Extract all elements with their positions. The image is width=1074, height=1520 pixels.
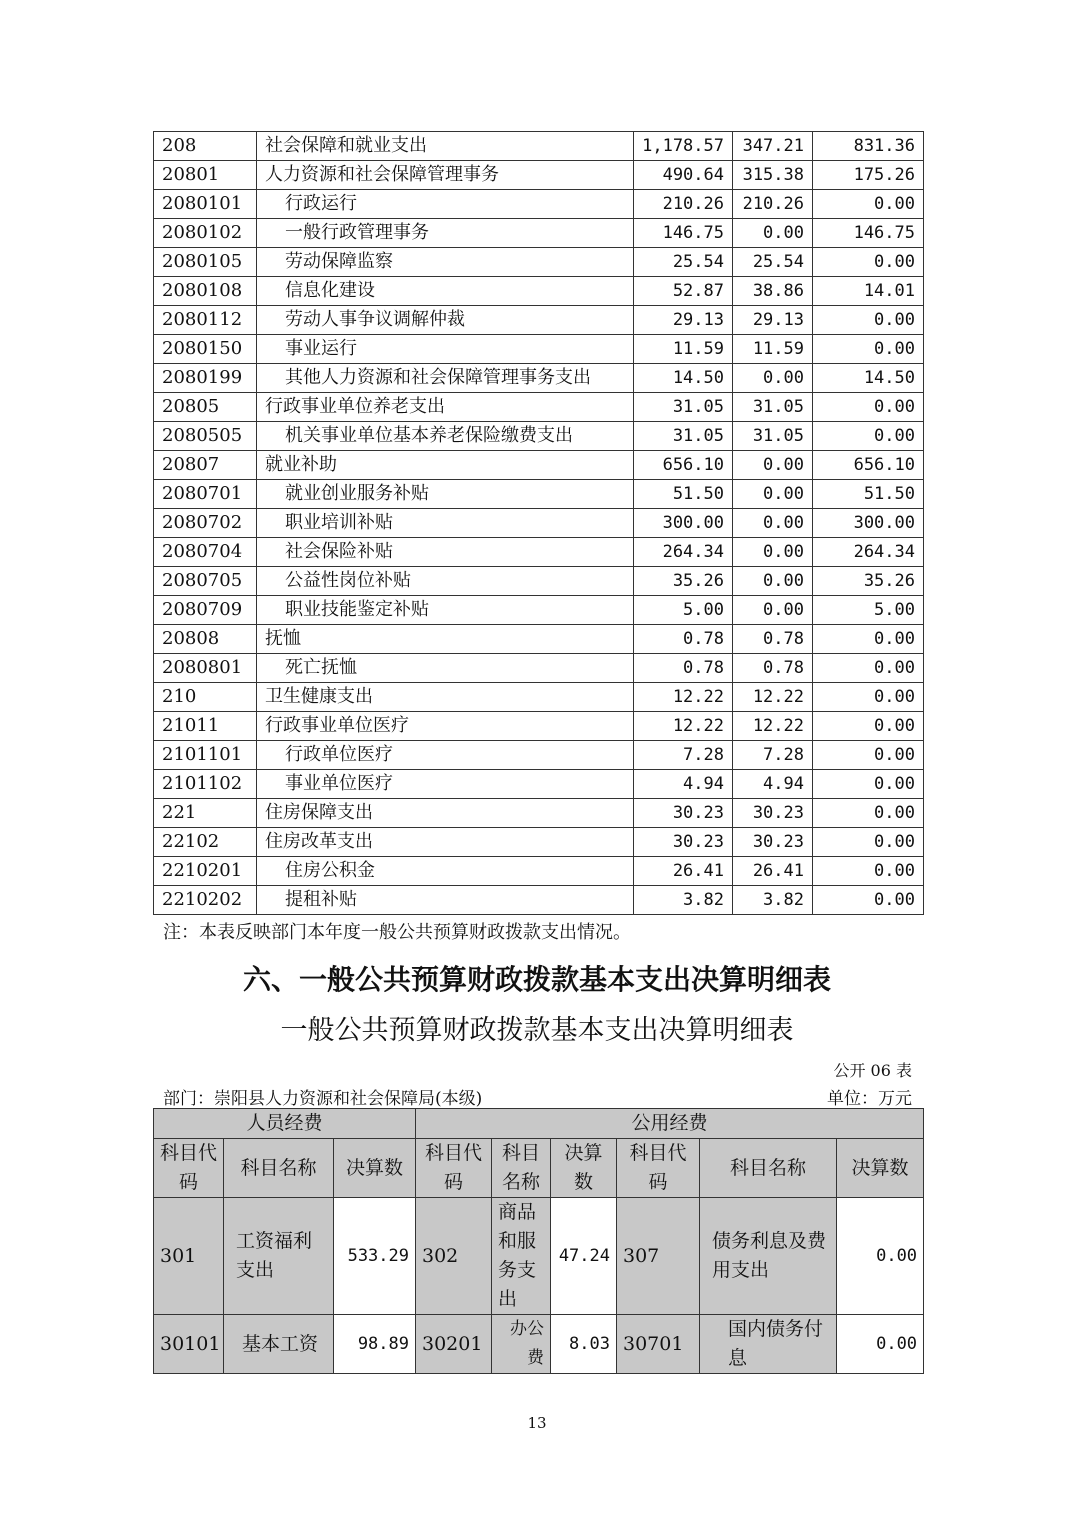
total-amount: 30.23 bbox=[634, 799, 733, 828]
subject-name: 卫生健康支出 bbox=[257, 683, 634, 712]
table-row bbox=[154, 248, 924, 277]
table-row bbox=[154, 132, 924, 161]
expenditure-table bbox=[153, 131, 924, 915]
basic-amount: 0.00 bbox=[733, 509, 813, 538]
project-amount: 0.00 bbox=[813, 712, 924, 741]
project-amount: 0.00 bbox=[813, 335, 924, 364]
table-row bbox=[154, 190, 924, 219]
total-amount: 4.94 bbox=[634, 770, 733, 799]
subject-code: 20808 bbox=[154, 625, 257, 654]
subject-code: 2080702 bbox=[154, 509, 257, 538]
project-amount: 0.00 bbox=[813, 886, 924, 915]
subject-name: 死亡抚恤 bbox=[257, 654, 634, 683]
project-amount: 0.00 bbox=[813, 422, 924, 451]
table-row bbox=[154, 828, 924, 857]
subject-code: 2080108 bbox=[154, 277, 257, 306]
project-amount: 831.36 bbox=[813, 132, 924, 161]
basic-amount: 315.38 bbox=[733, 161, 813, 190]
public-code-2: 30701 bbox=[617, 1315, 700, 1374]
basic-amount: 0.00 bbox=[733, 480, 813, 509]
unit-label: 单位：万元 bbox=[827, 1089, 912, 1109]
subject-name: 行政运行 bbox=[257, 190, 634, 219]
total-amount: 31.05 bbox=[634, 422, 733, 451]
basic-amount: 30.23 bbox=[733, 828, 813, 857]
table-row bbox=[154, 538, 924, 567]
subject-name: 劳动保障监察 bbox=[257, 248, 634, 277]
basic-amount: 0.00 bbox=[733, 567, 813, 596]
basic-amount: 0.78 bbox=[733, 654, 813, 683]
subject-code: 2080199 bbox=[154, 364, 257, 393]
table-note: 注：本表反映部门本年度一般公共预算财政拨款支出情况。 bbox=[163, 922, 631, 943]
basic-amount: 347.21 bbox=[733, 132, 813, 161]
subject-name: 职业技能鉴定补贴 bbox=[257, 596, 634, 625]
personnel-name: 基本工资 bbox=[224, 1315, 334, 1374]
subject-code: 2080505 bbox=[154, 422, 257, 451]
subject-name: 抚恤 bbox=[257, 625, 634, 654]
header-amount: 决算数 bbox=[334, 1139, 416, 1198]
group-personnel: 人员经费 bbox=[154, 1109, 416, 1139]
table-row bbox=[154, 277, 924, 306]
subject-name: 行政事业单位医疗 bbox=[257, 712, 634, 741]
public-amount: 8.03 bbox=[551, 1315, 617, 1374]
header-public-name: 科目名称 bbox=[492, 1139, 551, 1198]
table-row bbox=[154, 596, 924, 625]
public-amount: 47.24 bbox=[551, 1198, 617, 1315]
total-amount: 11.59 bbox=[634, 335, 733, 364]
basic-amount: 26.41 bbox=[733, 857, 813, 886]
table-row bbox=[154, 1315, 924, 1374]
subject-name: 职业培训补贴 bbox=[257, 509, 634, 538]
subject-code: 20801 bbox=[154, 161, 257, 190]
project-amount: 656.10 bbox=[813, 451, 924, 480]
total-amount: 25.54 bbox=[634, 248, 733, 277]
subject-name: 机关事业单位基本养老保险缴费支出 bbox=[257, 422, 634, 451]
project-amount: 0.00 bbox=[813, 828, 924, 857]
subject-name: 社会保障和就业支出 bbox=[257, 132, 634, 161]
column-header-row bbox=[154, 1139, 924, 1198]
total-amount: 1,178.57 bbox=[634, 132, 733, 161]
subject-name: 事业单位医疗 bbox=[257, 770, 634, 799]
project-amount: 0.00 bbox=[813, 393, 924, 422]
header-public-amount: 决算数 bbox=[551, 1139, 617, 1198]
table-row bbox=[154, 1198, 924, 1315]
basic-amount: 0.78 bbox=[733, 625, 813, 654]
public-amount-2: 0.00 bbox=[837, 1198, 924, 1315]
total-amount: 210.26 bbox=[634, 190, 733, 219]
total-amount: 14.50 bbox=[634, 364, 733, 393]
header-name: 科目名称 bbox=[224, 1139, 334, 1198]
subject-name: 住房保障支出 bbox=[257, 799, 634, 828]
group-header-row bbox=[154, 1109, 924, 1139]
subject-name: 就业创业服务补贴 bbox=[257, 480, 634, 509]
public-name: 办公费 bbox=[492, 1315, 551, 1374]
subject-code: 2080150 bbox=[154, 335, 257, 364]
basic-amount: 0.00 bbox=[733, 219, 813, 248]
group-public: 公用经费 bbox=[416, 1109, 924, 1139]
project-amount: 51.50 bbox=[813, 480, 924, 509]
subject-code: 2101102 bbox=[154, 770, 257, 799]
form-number: 公开 06 表 bbox=[833, 1061, 912, 1080]
table-row bbox=[154, 509, 924, 538]
basic-amount: 0.00 bbox=[733, 451, 813, 480]
subject-code: 210 bbox=[154, 683, 257, 712]
table-row bbox=[154, 364, 924, 393]
table-row bbox=[154, 393, 924, 422]
subject-code: 2080112 bbox=[154, 306, 257, 335]
header-public-amount-2: 决算数 bbox=[837, 1139, 924, 1198]
project-amount: 0.00 bbox=[813, 741, 924, 770]
table-row bbox=[154, 857, 924, 886]
basic-amount: 31.05 bbox=[733, 393, 813, 422]
total-amount: 12.22 bbox=[634, 712, 733, 741]
total-amount: 5.00 bbox=[634, 596, 733, 625]
subject-code: 221 bbox=[154, 799, 257, 828]
project-amount: 0.00 bbox=[813, 190, 924, 219]
public-code: 302 bbox=[416, 1198, 492, 1315]
subject-name: 劳动人事争议调解仲裁 bbox=[257, 306, 634, 335]
table-row bbox=[154, 219, 924, 248]
basic-amount: 210.26 bbox=[733, 190, 813, 219]
project-amount: 175.26 bbox=[813, 161, 924, 190]
subject-name: 行政单位医疗 bbox=[257, 741, 634, 770]
personnel-code: 30101 bbox=[154, 1315, 224, 1374]
basic-amount: 12.22 bbox=[733, 683, 813, 712]
table-row bbox=[154, 161, 924, 190]
header-public-name-2: 科目名称 bbox=[700, 1139, 837, 1198]
total-amount: 3.82 bbox=[634, 886, 733, 915]
subject-name: 住房改革支出 bbox=[257, 828, 634, 857]
basic-amount: 29.13 bbox=[733, 306, 813, 335]
subject-code: 2080801 bbox=[154, 654, 257, 683]
subject-code: 2210201 bbox=[154, 857, 257, 886]
basic-amount: 4.94 bbox=[733, 770, 813, 799]
public-code-2: 307 bbox=[617, 1198, 700, 1315]
project-amount: 0.00 bbox=[813, 683, 924, 712]
total-amount: 12.22 bbox=[634, 683, 733, 712]
total-amount: 656.10 bbox=[634, 451, 733, 480]
department-label: 部门：崇阳县人力资源和社会保障局(本级) bbox=[163, 1089, 483, 1109]
total-amount: 264.34 bbox=[634, 538, 733, 567]
subject-code: 2080709 bbox=[154, 596, 257, 625]
table-row bbox=[154, 625, 924, 654]
subject-code: 2080701 bbox=[154, 480, 257, 509]
project-amount: 264.34 bbox=[813, 538, 924, 567]
basic-amount: 7.28 bbox=[733, 741, 813, 770]
subject-code: 20807 bbox=[154, 451, 257, 480]
table-row bbox=[154, 335, 924, 364]
basic-amount: 3.82 bbox=[733, 886, 813, 915]
project-amount: 0.00 bbox=[813, 770, 924, 799]
project-amount: 5.00 bbox=[813, 596, 924, 625]
table-row bbox=[154, 306, 924, 335]
project-amount: 0.00 bbox=[813, 654, 924, 683]
project-amount: 14.01 bbox=[813, 277, 924, 306]
basic-amount: 0.00 bbox=[733, 596, 813, 625]
total-amount: 29.13 bbox=[634, 306, 733, 335]
table-row bbox=[154, 799, 924, 828]
subject-code: 2080704 bbox=[154, 538, 257, 567]
subject-name: 公益性岗位补贴 bbox=[257, 567, 634, 596]
expenditure-table-body bbox=[154, 132, 924, 915]
project-amount: 300.00 bbox=[813, 509, 924, 538]
basic-amount: 11.59 bbox=[733, 335, 813, 364]
basic-amount: 30.23 bbox=[733, 799, 813, 828]
header-code: 科目代码 bbox=[154, 1139, 224, 1198]
subject-code: 2080101 bbox=[154, 190, 257, 219]
table-row bbox=[154, 480, 924, 509]
table-row bbox=[154, 886, 924, 915]
subject-code: 2080102 bbox=[154, 219, 257, 248]
public-code: 30201 bbox=[416, 1315, 492, 1374]
public-name-2: 国内债务付息 bbox=[700, 1315, 837, 1374]
total-amount: 0.78 bbox=[634, 654, 733, 683]
table-row bbox=[154, 741, 924, 770]
subject-name: 社会保险补贴 bbox=[257, 538, 634, 567]
subject-name: 提租补贴 bbox=[257, 886, 634, 915]
total-amount: 51.50 bbox=[634, 480, 733, 509]
subject-name: 住房公积金 bbox=[257, 857, 634, 886]
table-row bbox=[154, 567, 924, 596]
project-amount: 146.75 bbox=[813, 219, 924, 248]
subject-code: 2080105 bbox=[154, 248, 257, 277]
subject-code: 21011 bbox=[154, 712, 257, 741]
section-heading: 六、一般公共预算财政拨款基本支出决算明细表 bbox=[242, 963, 831, 996]
subject-code: 2080705 bbox=[154, 567, 257, 596]
project-amount: 0.00 bbox=[813, 306, 924, 335]
total-amount: 0.78 bbox=[634, 625, 733, 654]
project-amount: 0.00 bbox=[813, 857, 924, 886]
personnel-amount: 533.29 bbox=[334, 1198, 416, 1315]
total-amount: 146.75 bbox=[634, 219, 733, 248]
subject-name: 人力资源和社会保障管理事务 bbox=[257, 161, 634, 190]
total-amount: 52.87 bbox=[634, 277, 733, 306]
table-row bbox=[154, 422, 924, 451]
basic-amount: 38.86 bbox=[733, 277, 813, 306]
total-amount: 490.64 bbox=[634, 161, 733, 190]
project-amount: 35.26 bbox=[813, 567, 924, 596]
total-amount: 7.28 bbox=[634, 741, 733, 770]
table-row bbox=[154, 712, 924, 741]
total-amount: 30.23 bbox=[634, 828, 733, 857]
project-amount: 0.00 bbox=[813, 625, 924, 654]
table-row bbox=[154, 654, 924, 683]
subject-code: 22102 bbox=[154, 828, 257, 857]
personnel-name: 工资福利支出 bbox=[224, 1198, 334, 1315]
public-name-2: 债务利息及费用支出 bbox=[700, 1198, 837, 1315]
subject-name: 就业补助 bbox=[257, 451, 634, 480]
project-amount: 0.00 bbox=[813, 799, 924, 828]
subject-code: 2101101 bbox=[154, 741, 257, 770]
subject-name: 一般行政管理事务 bbox=[257, 219, 634, 248]
total-amount: 26.41 bbox=[634, 857, 733, 886]
personnel-amount: 98.89 bbox=[334, 1315, 416, 1374]
public-amount-2: 0.00 bbox=[837, 1315, 924, 1374]
header-public-code-2: 科目代码 bbox=[617, 1139, 700, 1198]
project-amount: 14.50 bbox=[813, 364, 924, 393]
header-public-code: 科目代码 bbox=[416, 1139, 492, 1198]
basic-amount: 12.22 bbox=[733, 712, 813, 741]
table-row bbox=[154, 770, 924, 799]
subject-code: 2210202 bbox=[154, 886, 257, 915]
table-row bbox=[154, 451, 924, 480]
project-amount: 0.00 bbox=[813, 248, 924, 277]
basic-amount: 25.54 bbox=[733, 248, 813, 277]
table-title: 一般公共预算财政拨款基本支出决算明细表 bbox=[280, 1015, 794, 1046]
subject-name: 其他人力资源和社会保障管理事务支出 bbox=[257, 364, 634, 393]
page-number: 13 bbox=[527, 1414, 547, 1432]
personnel-code: 301 bbox=[154, 1198, 224, 1315]
total-amount: 300.00 bbox=[634, 509, 733, 538]
subject-name: 行政事业单位养老支出 bbox=[257, 393, 634, 422]
basic-expenditure-detail-table bbox=[153, 1108, 924, 1374]
subject-code: 20805 bbox=[154, 393, 257, 422]
total-amount: 35.26 bbox=[634, 567, 733, 596]
subject-name: 事业运行 bbox=[257, 335, 634, 364]
subject-code: 208 bbox=[154, 132, 257, 161]
subject-name: 信息化建设 bbox=[257, 277, 634, 306]
public-name: 商品和服务支出 bbox=[492, 1198, 551, 1315]
basic-amount: 0.00 bbox=[733, 364, 813, 393]
basic-amount: 0.00 bbox=[733, 538, 813, 567]
table-row bbox=[154, 683, 924, 712]
basic-amount: 31.05 bbox=[733, 422, 813, 451]
total-amount: 31.05 bbox=[634, 393, 733, 422]
